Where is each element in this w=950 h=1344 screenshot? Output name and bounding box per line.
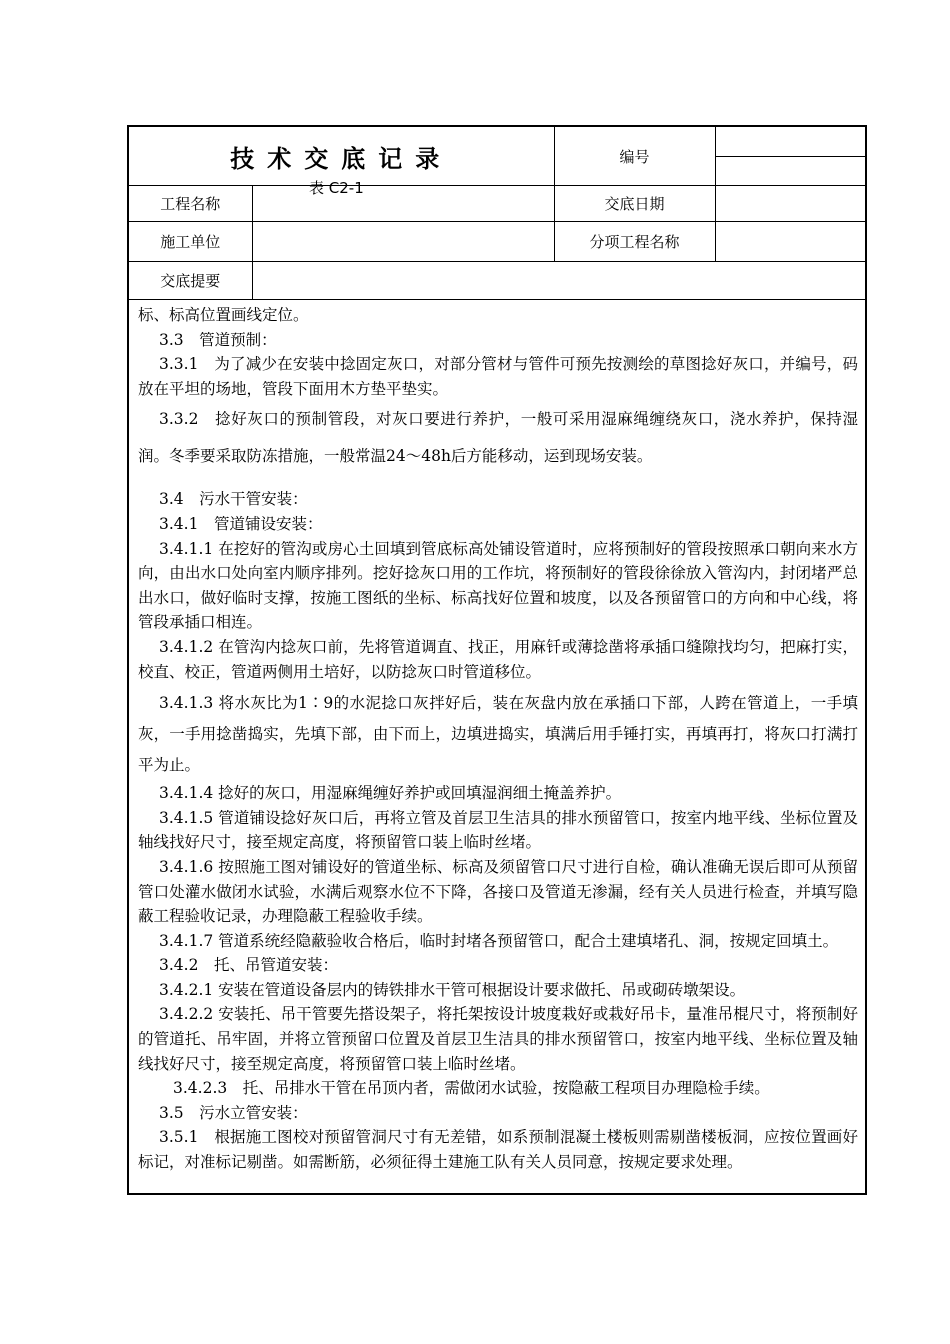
summary-label: 交底提要 — [129, 262, 252, 300]
document-title: 技术交底记录 — [230, 145, 453, 173]
paragraph: 3.4.2 托、吊管道安装： — [159, 956, 338, 975]
unit-field[interactable] — [252, 222, 554, 262]
paragraph: 3.4.2.1 安装在管道设备层内的铸铁排水干管可根据设计要求做托、吊或砌砖墩架设。 — [159, 980, 746, 999]
paragraph: 3.4.1.3 将水灰比为1∶9的水泥捻口灰拌好后，装在灰盘内放在承插口下部，人跨在管道上，一手填灰，一手用捻凿捣实，先填下部，由下而上，边填进捣实，填满后用手锤打实，再填再打，将灰口打满打平为止。 — [138, 694, 858, 775]
paragraph: 3.5 污水立管安装： — [159, 1103, 308, 1122]
disclosure-body — [138, 303, 858, 1175]
summary-field[interactable] — [252, 262, 865, 300]
number-label: 编号 — [554, 127, 715, 186]
project-name-field[interactable] — [252, 186, 554, 222]
title-cell — [129, 127, 554, 197]
header-table — [129, 127, 865, 300]
paragraph: 3.4.1.4 捻好的灰口，用湿麻绳缠好养护或回填湿润细土掩盖养护。 — [159, 784, 622, 803]
document-frame — [127, 125, 867, 1195]
sub-project-field[interactable] — [715, 222, 865, 262]
date-field[interactable] — [715, 186, 865, 222]
paragraph: 3.3.2 捻好灰口的预制管段，对灰口要进行养护，一般可采用湿麻绳缠绕灰口，浇水养护，保持湿润。冬季要采取防冻措施，一般常温24～48h后方能移动，运到现场安装。 — [138, 410, 858, 466]
date-label: 交底日期 — [554, 186, 715, 222]
paragraph: 3.4.1 管道铺设安装： — [159, 514, 323, 533]
paragraph: 3.4.2.3 托、吊排水干管在吊顶内者，需做闭水试验，按隐蔽工程项目办理隐检手续。 — [173, 1079, 770, 1098]
paragraph: 3.4.1.5 管道铺设捻好灰口后，再将立管及首层卫生洁具的排水预留管口，按室内地平线、坐标位置及轴线找好尺寸，接至规定高度，将预留管口装上临时丝堵。 — [138, 808, 858, 852]
paragraph: 3.3 管道预制： — [159, 330, 277, 349]
sub-project-label: 分项工程名称 — [554, 222, 715, 262]
paragraph: 3.4.2.2 安装托、吊干管要先搭设架子，将托架按设计坡度栽好或栽好吊卡，量准吊棍尺寸，将预制好的管道托、吊牢固，并将立管预留口位置及首层卫生洁具的排水预留管口，按室内地平线、坐标位置及轴线找好尺寸，接至规定高度，将预留管口装上临时丝堵。 — [138, 1005, 858, 1073]
paragraph: 3.4.1.2 在管沟内捻灰口前，先将管道调直、找正，用麻钎或薄捻凿将承插口缝隙找均匀，把麻打实，校直、校正，管道两侧用土培好，以防捻灰口时管道移位。 — [138, 637, 858, 681]
paragraph: 3.4.1.1 在挖好的管沟或房心土回填到管底标高处铺设管道时，应将预制好的管段按照承口朝向来水方向，由出水口处向室内顺序排列。挖好捻灰口用的工作坑，将预制好的管段徐徐放入管沟内，封闭堵严总出水口，做好临时支撑，按施工图纸的坐标、标高找好位置和坡度，以及各预留管口的方向和中心线，将管段承插口相连。 — [138, 539, 858, 632]
paragraph: 3.4.1.7 管道系统经隐蔽验收合格后，临时封堵各预留管口，配合土建填堵孔、洞，按规定回填土。 — [159, 931, 839, 950]
project-name-label: 工程名称 — [129, 186, 252, 222]
paragraph: 3.4.1.6 按照施工图对铺设好的管道坐标、标高及须留管口尺寸进行自检，确认准确无误后即可从预留管口处灌水做闭水试验，水满后观察水位不下降，各接口及管道无渗漏，经有关人员进行检查，并填写隐蔽工程验收记录，办理隐蔽工程验收手续。 — [138, 857, 858, 926]
form-number: 表 C2-1 — [309, 179, 364, 197]
unit-label: 施工单位 — [129, 222, 252, 262]
paragraph: 3.3.1 为了减少在安装中捻固定灰口，对部分管材与管件可预先按测绘的草图捻好灰口，并编号，码放在平坦的场地，管段下面用木方垫平垫实。 — [138, 355, 858, 398]
paragraph: 3.4 污水干管安装： — [159, 490, 308, 509]
paragraph: 标、标高位置画线定位。 — [138, 306, 309, 324]
number-field[interactable] — [715, 127, 865, 186]
paragraph: 3.5.1 根据施工图校对预留管洞尺寸有无差错，如系预制混凝土楼板则需剔凿楼板洞，应按位置画好标记，对准标记剔凿。如需断筋，必须征得土建施工队有关人员同意，按规定要求处理。 — [138, 1128, 858, 1172]
